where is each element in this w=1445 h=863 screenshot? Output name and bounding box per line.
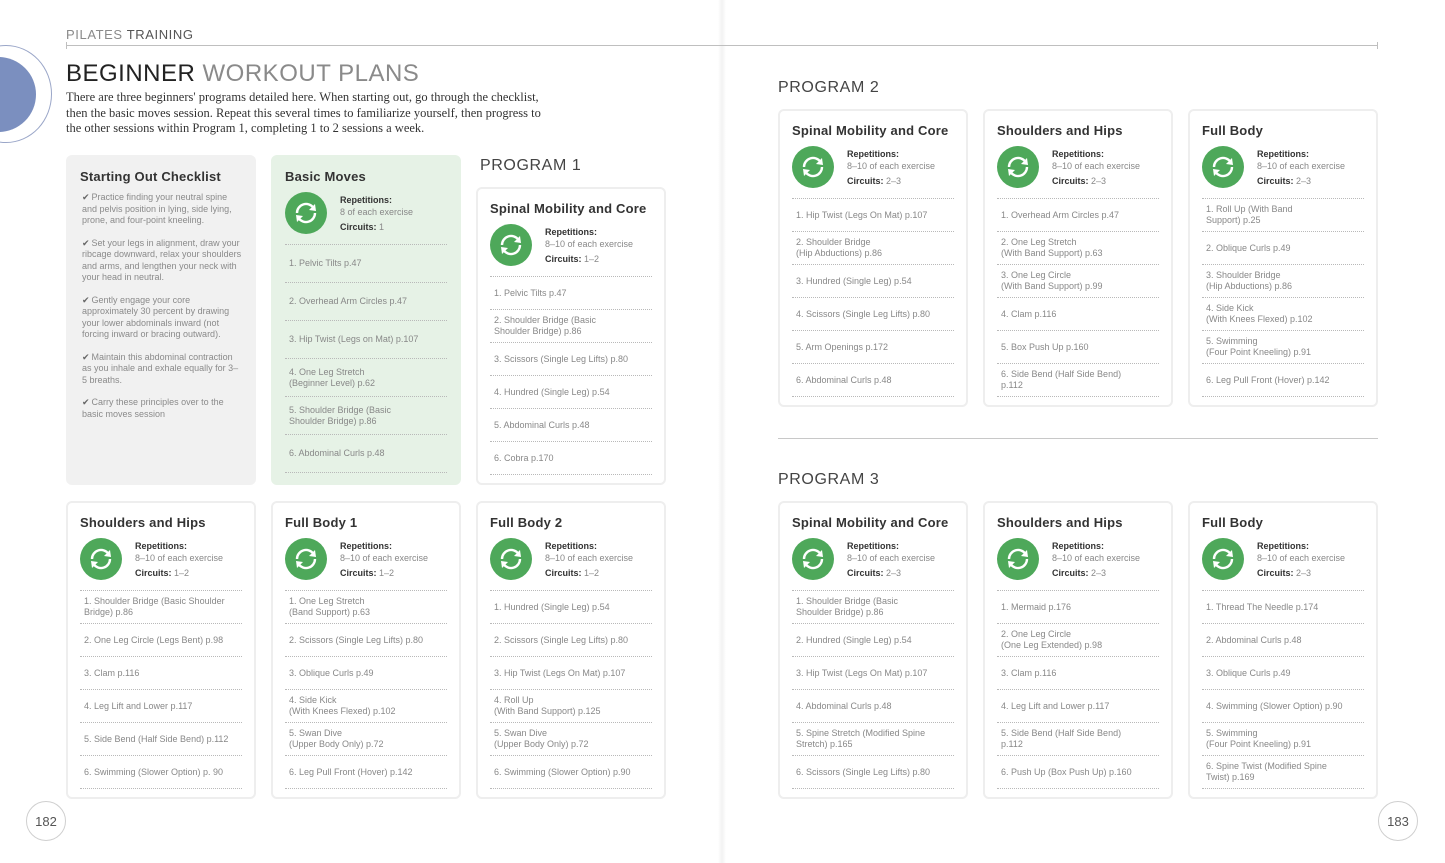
card-p3-full-body <box>1188 501 1378 799</box>
exercise-item: 1. Hundred (Single Leg) p.54 <box>490 591 652 624</box>
exercise-item: 3. One Leg Circle (With Band Support) p.99 <box>997 265 1159 298</box>
exercise-item: 4. Abdominal Curls p.48 <box>792 690 954 723</box>
card-p1-full-body-1 <box>271 501 461 799</box>
checklist-item-text: Maintain this abdominal contraction as you inhale and exhale equally for 3–5 breaths. <box>82 351 239 385</box>
card-title: Spinal Mobility and Core <box>792 515 949 530</box>
exercise-list <box>997 590 1159 789</box>
circuits-value: 2–3 <box>886 176 902 186</box>
circuits-value: 1 <box>379 222 385 232</box>
circuits-value: 1–2 <box>584 568 600 578</box>
check-icon: ✔ <box>82 351 90 362</box>
exercise-item: 4. Leg Lift and Lower p.117 <box>997 690 1159 723</box>
exercise-list <box>80 590 242 789</box>
exercise-item: 6. Push Up (Box Push Up) p.160 <box>997 756 1159 789</box>
exercise-list <box>792 198 954 397</box>
running-head-dark: TRAINING <box>126 27 194 42</box>
checklist-item <box>80 295 242 341</box>
repetitions-info <box>1052 538 1140 579</box>
exercise-item: 1. Roll Up (With Band Support) p.25 <box>1202 199 1364 232</box>
exercise-list <box>1202 590 1364 789</box>
running-head <box>66 27 194 42</box>
page-number-left: 182 <box>26 801 66 841</box>
card-p1-shoulders-hips <box>66 501 256 799</box>
circuits-value: 2–3 <box>1296 568 1312 578</box>
exercise-item: 6. Spine Twist (Modified Spine Twist) p.169 <box>1202 756 1364 789</box>
exercise-item: 1. One Leg Stretch (Band Support) p.63 <box>285 591 447 624</box>
exercise-list <box>285 590 447 789</box>
exercise-item: 2. Overhead Arm Circles p.47 <box>285 283 447 321</box>
exercise-item: 5. Box Push Up p.160 <box>997 331 1159 364</box>
exercise-item: 3. Scissors (Single Leg Lifts) p.80 <box>490 343 652 376</box>
card-basic-moves <box>271 155 461 485</box>
exercise-item: 6. Abdominal Curls p.48 <box>792 364 954 397</box>
intro-text: There are three beginners' programs detailed here. When starting out, go through the checklist, then the basic moves session. Repeat this several times to familiarize yourself, then progress to the other sessions within Program 1, completing 1 to 2 sessions a week. <box>66 90 541 135</box>
repetitions-info <box>1257 146 1345 187</box>
repetitions-block <box>792 538 954 584</box>
exercise-list <box>490 590 652 789</box>
card-p2-full-body <box>1188 109 1378 407</box>
repetitions-label: Repetitions: <box>847 149 900 159</box>
repetitions-info <box>1052 146 1140 187</box>
checklist-item-text: Practice finding your neutral spine and pelvis position in lying, side lying, prone, and four-point kneeling. <box>82 192 232 225</box>
exercise-item: 2. Hundred (Single Leg) p.54 <box>792 624 954 657</box>
card-p1-spinal-mobility <box>476 187 666 485</box>
repeat-cycle-icon <box>792 538 834 580</box>
repeat-cycle-icon <box>285 192 327 234</box>
exercise-item: 2. Scissors (Single Leg Lifts) p.80 <box>490 624 652 657</box>
checklist-item <box>80 238 242 284</box>
card-title: Shoulders and Hips <box>997 123 1123 138</box>
exercise-item: 2. One Leg Circle (One Leg Extended) p.98 <box>997 624 1159 657</box>
exercise-item: 4. Swimming (Slower Option) p.90 <box>1202 690 1364 723</box>
repetitions-info <box>1257 538 1345 579</box>
card-p3-shoulders-hips <box>983 501 1173 799</box>
exercise-item: 3. Hundred (Single Leg) p.54 <box>792 265 954 298</box>
exercise-item: 4. Leg Lift and Lower p.117 <box>80 690 242 723</box>
repeat-cycle-icon <box>792 146 834 188</box>
exercise-item: 6. Cobra p.170 <box>490 442 652 475</box>
repetitions-value: 8–10 of each exercise <box>847 161 936 171</box>
program-3-heading: PROGRAM 3 <box>778 471 880 488</box>
repeat-cycle-icon <box>490 224 532 266</box>
repetitions-block <box>490 538 652 584</box>
exercise-item: 5. Arm Openings p.172 <box>792 331 954 364</box>
repetitions-value: 8 of each exercise <box>340 207 414 217</box>
repeat-cycle-icon <box>490 538 532 580</box>
exercise-item: 5. Swimming (Four Point Kneeling) p.91 <box>1202 723 1364 756</box>
exercise-item: 3. Clam p.116 <box>997 657 1159 690</box>
exercise-item: 5. Swan Dive (Upper Body Only) p.72 <box>285 723 447 756</box>
exercise-item: 1. Mermaid p.176 <box>997 591 1159 624</box>
card-p3-spinal-mobility <box>778 501 968 799</box>
card-title: Full Body <box>1202 515 1264 530</box>
card-p2-spinal-mobility <box>778 109 968 407</box>
repetitions-value: 8–10 of each exercise <box>340 553 429 563</box>
exercise-item: 1. Hip Twist (Legs On Mat) p.107 <box>792 199 954 232</box>
repeat-cycle-icon <box>1202 538 1244 580</box>
card-title: Full Body 1 <box>285 515 358 530</box>
header-rule <box>66 45 1378 46</box>
exercise-item: 4. One Leg Stretch (Beginner Level) p.62 <box>285 359 447 397</box>
circuits-value: 2–3 <box>1091 568 1107 578</box>
repetitions-info <box>847 538 935 579</box>
exercise-list <box>490 276 652 475</box>
exercise-item: 5. Side Bend (Half Side Bend) p.112 <box>80 723 242 756</box>
exercise-item: 5. Swan Dive (Upper Body Only) p.72 <box>490 723 652 756</box>
circuits-label: Circuits: <box>135 568 172 578</box>
repeat-cycle-icon <box>285 538 327 580</box>
circuits-value: 2–3 <box>1296 176 1312 186</box>
exercise-item: 2. Shoulder Bridge (Basic Shoulder Bridge) p.86 <box>490 310 652 343</box>
exercise-item: 2. Shoulder Bridge (Hip Abductions) p.86 <box>792 232 954 265</box>
repetitions-info <box>340 538 428 579</box>
starting-out-checklist <box>66 155 256 485</box>
exercise-item: 6. Swimming (Slower Option) p. 90 <box>80 756 242 789</box>
card-title: Basic Moves <box>285 169 366 184</box>
check-icon: ✔ <box>82 192 90 202</box>
repetitions-label: Repetitions: <box>545 541 598 551</box>
page-number-right: 183 <box>1378 801 1418 841</box>
exercise-item: 4. Clam p.116 <box>997 298 1159 331</box>
circuits-label: Circuits: <box>1052 568 1089 578</box>
exercise-item: 1. Pelvic Tilts p.47 <box>490 277 652 310</box>
repetitions-value: 8–10 of each exercise <box>1052 553 1141 563</box>
exercise-item: 1. Pelvic Tilts p.47 <box>285 245 447 283</box>
circuits-label: Circuits: <box>545 254 582 264</box>
exercise-item: 2. One Leg Stretch (With Band Support) p.63 <box>997 232 1159 265</box>
circuits-label: Circuits: <box>1257 568 1294 578</box>
card-p2-shoulders-hips <box>983 109 1173 407</box>
exercise-item: 1. Thread The Needle p.174 <box>1202 591 1364 624</box>
repetitions-info <box>340 192 413 233</box>
exercise-item: 4. Roll Up (With Band Support) p.125 <box>490 690 652 723</box>
program-divider <box>778 438 1378 439</box>
exercise-item: 6. Scissors (Single Leg Lifts) p.80 <box>792 756 954 789</box>
repetitions-block <box>285 538 447 584</box>
circuits-value: 1–2 <box>379 568 395 578</box>
repetitions-info <box>135 538 223 579</box>
repetitions-block <box>997 146 1159 192</box>
circuits-label: Circuits: <box>545 568 582 578</box>
repetitions-block <box>285 192 447 238</box>
exercise-item: 3. Shoulder Bridge (Hip Abductions) p.86 <box>1202 265 1364 298</box>
repetitions-value: 8–10 of each exercise <box>1257 161 1346 171</box>
exercise-item: 6. Leg Pull Front (Hover) p.142 <box>285 756 447 789</box>
repetitions-block <box>792 146 954 192</box>
check-icon: ✔ <box>82 397 90 407</box>
repetitions-value: 8–10 of each exercise <box>545 553 634 563</box>
circuits-label: Circuits: <box>1052 176 1089 186</box>
circuits-label: Circuits: <box>847 176 884 186</box>
circuits-value: 2–3 <box>886 568 902 578</box>
exercise-list <box>997 198 1159 397</box>
exercise-item: 6. Abdominal Curls p.48 <box>285 435 447 473</box>
repetitions-block <box>997 538 1159 584</box>
circuits-value: 1–2 <box>584 254 600 264</box>
repeat-cycle-icon <box>1202 146 1244 188</box>
repetitions-info <box>545 538 633 579</box>
repetitions-label: Repetitions: <box>1052 149 1105 159</box>
checklist-item <box>80 352 242 387</box>
header-rule-left-tick <box>66 42 67 49</box>
exercise-list <box>1202 198 1364 397</box>
page-title <box>66 60 419 88</box>
exercise-item: 2. Oblique Curls p.49 <box>1202 232 1364 265</box>
exercise-item: 3. Clam p.116 <box>80 657 242 690</box>
repetitions-label: Repetitions: <box>847 541 900 551</box>
exercise-item: 3. Hip Twist (Legs on Mat) p.107 <box>285 321 447 359</box>
title-light: WORKOUT PLANS <box>202 60 420 87</box>
exercise-item: 2. One Leg Circle (Legs Bent) p.98 <box>80 624 242 657</box>
exercise-item: 5. Abdominal Curls p.48 <box>490 409 652 442</box>
checklist-item-text: Gently engage your core approximately 30 percent by drawing your lower abdominals inward (not forcing inward or bracing outward). <box>82 294 230 339</box>
exercise-item: 3. Hip Twist (Legs On Mat) p.107 <box>490 657 652 690</box>
exercise-item: 3. Oblique Curls p.49 <box>285 657 447 690</box>
title-dark: BEGINNER <box>66 60 196 87</box>
circuits-label: Circuits: <box>1257 176 1294 186</box>
repetitions-block <box>490 224 652 270</box>
check-icon: ✔ <box>82 237 90 248</box>
circuits-label: Circuits: <box>847 568 884 578</box>
exercise-item: 3. Hip Twist (Legs On Mat) p.107 <box>792 657 954 690</box>
program-2-heading: PROGRAM 2 <box>778 79 880 96</box>
repetitions-info <box>847 146 935 187</box>
exercise-item: 5. Side Bend (Half Side Bend) p.112 <box>997 723 1159 756</box>
repeat-cycle-icon <box>80 538 122 580</box>
checklist-item <box>80 397 242 420</box>
exercise-item: 4. Hundred (Single Leg) p.54 <box>490 376 652 409</box>
exercise-item: 2. Scissors (Single Leg Lifts) p.80 <box>285 624 447 657</box>
repetitions-value: 8–10 of each exercise <box>135 553 224 563</box>
exercise-list <box>285 244 447 473</box>
circuits-label: Circuits: <box>340 222 377 232</box>
circuits-value: 1–2 <box>174 568 190 578</box>
exercise-item: 4. Scissors (Single Leg Lifts) p.80 <box>792 298 954 331</box>
circuits-label: Circuits: <box>340 568 377 578</box>
exercise-item: 1. Shoulder Bridge (Basic Shoulder Bridge) p.86 <box>792 591 954 624</box>
exercise-item: 5. Spine Stretch (Modified Spine Stretch) p.165 <box>792 723 954 756</box>
repetitions-label: Repetitions: <box>545 227 598 237</box>
circuits-value: 2–3 <box>1091 176 1107 186</box>
repetitions-block <box>1202 146 1364 192</box>
exercise-item: 6. Swimming (Slower Option) p.90 <box>490 756 652 789</box>
exercise-item: 4. Side Kick (With Knees Flexed) p.102 <box>285 690 447 723</box>
checklist-title: Starting Out Checklist <box>80 169 221 184</box>
repetitions-label: Repetitions: <box>340 541 393 551</box>
exercise-item: 6. Leg Pull Front (Hover) p.142 <box>1202 364 1364 397</box>
repetitions-label: Repetitions: <box>1052 541 1105 551</box>
card-title: Shoulders and Hips <box>80 515 206 530</box>
exercise-item: 4. Side Kick (With Knees Flexed) p.102 <box>1202 298 1364 331</box>
exercise-item: 3. Oblique Curls p.49 <box>1202 657 1364 690</box>
check-icon: ✔ <box>82 294 90 305</box>
repeat-cycle-icon <box>997 538 1039 580</box>
repetitions-block <box>80 538 242 584</box>
exercise-item: 6. Side Bend (Half Side Bend) p.112 <box>997 364 1159 397</box>
repetitions-value: 8–10 of each exercise <box>847 553 936 563</box>
repetitions-value: 8–10 of each exercise <box>1052 161 1141 171</box>
repetitions-info <box>545 224 633 265</box>
card-title: Full Body 2 <box>490 515 563 530</box>
repetitions-label: Repetitions: <box>340 195 393 205</box>
exercise-list <box>792 590 954 789</box>
repetitions-label: Repetitions: <box>1257 149 1310 159</box>
repetitions-block <box>1202 538 1364 584</box>
card-p1-full-body-2 <box>476 501 666 799</box>
repetitions-value: 8–10 of each exercise <box>1257 553 1346 563</box>
exercise-item: 2. Abdominal Curls p.48 <box>1202 624 1364 657</box>
header-rule-right-tick <box>1377 42 1378 49</box>
card-title: Shoulders and Hips <box>997 515 1123 530</box>
exercise-item: 1. Overhead Arm Circles p.47 <box>997 199 1159 232</box>
page-gutter <box>718 0 726 863</box>
repetitions-label: Repetitions: <box>135 541 188 551</box>
card-title: Spinal Mobility and Core <box>792 123 949 138</box>
exercise-item: 5. Swimming (Four Point Kneeling) p.91 <box>1202 331 1364 364</box>
checklist-item-text: Carry these principles over to the basic moves session <box>82 397 224 419</box>
checklist-item <box>80 192 242 227</box>
card-title: Spinal Mobility and Core <box>490 201 647 216</box>
exercise-item: 5. Shoulder Bridge (Basic Shoulder Bridge) p.86 <box>285 397 447 435</box>
repeat-cycle-icon <box>997 146 1039 188</box>
checklist-items <box>80 192 242 420</box>
repetitions-value: 8–10 of each exercise <box>545 239 634 249</box>
checklist-item-text: Set your legs in alignment, draw your ribcage downward, relax your shoulders and arms, and lengthen your neck with your head in neutral. <box>82 237 242 282</box>
exercise-item: 1. Shoulder Bridge (Basic Shoulder Bridge) p.86 <box>80 591 242 624</box>
running-head-light: PILATES <box>66 27 123 42</box>
repetitions-label: Repetitions: <box>1257 541 1310 551</box>
program-1-heading: PROGRAM 1 <box>480 157 582 174</box>
card-title: Full Body <box>1202 123 1264 138</box>
